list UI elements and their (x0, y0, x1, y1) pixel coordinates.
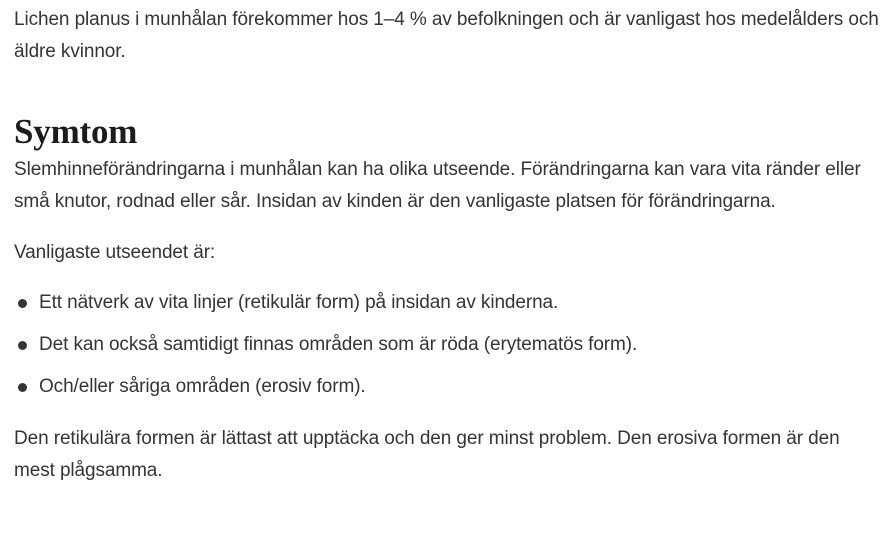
list-item-text: Och/eller såriga områden (erosiv form). (39, 376, 366, 397)
closing-paragraph: Den retikulära formen är lättast att upptäcka och den ger minst problem. Den erosiva formen är den mest plågsamma. (14, 428, 840, 481)
list-lead-text: Vanligaste utseendet är: (14, 242, 216, 263)
list-item (14, 371, 880, 403)
bullet-icon (18, 299, 27, 308)
symptom-list (14, 287, 880, 403)
symptom-paragraph: Slemhinneförändringarna i munhålan kan ha olika utseende. Förändringarna kan vara vita ränder eller små knutor, rodnad eller sår. Insidan av kinden är den vanligaste platsen för förändringarna. (14, 159, 861, 212)
list-item-text: Ett nätverk av vita linjer (retikulär form) på insidan av kinderna. (39, 292, 559, 313)
section-heading: Symtom (14, 112, 138, 151)
bullet-icon (18, 341, 27, 350)
list-item-text: Det kan också samtidigt finnas områden som är röda (erytematös form). (39, 334, 638, 355)
list-item (14, 329, 880, 361)
intro-paragraph: Lichen planus i munhålan förekommer hos 1–4 % av befolkningen och är vanligast hos medelålders och äldre kvinnor. (14, 9, 879, 62)
bullet-icon (18, 383, 27, 392)
list-item (14, 287, 880, 319)
